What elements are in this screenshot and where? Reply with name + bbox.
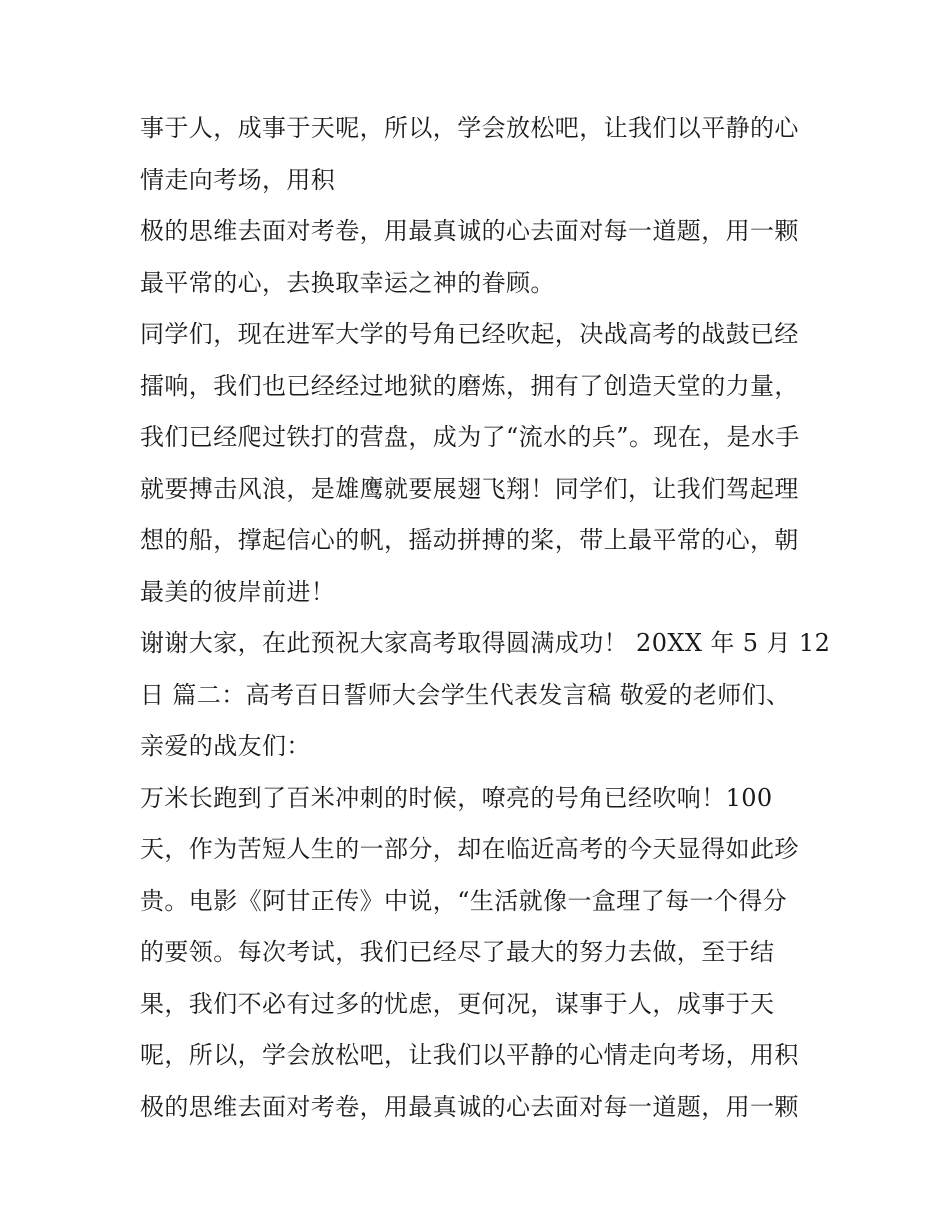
text-line: 想的船，撑起信心的帆，摇动拼搏的桨，带上最平常的心，朝 [140, 526, 799, 554]
text-line: 日 篇二：高考百日誓师大会学生代表发言稿 敬爱的老师们、 [140, 680, 791, 709]
text-line: 最美的彼岸前进！ [140, 577, 336, 606]
text-line: 我们已经爬过铁打的营盘，成为了“流水的兵”。现在，是水手 [140, 423, 800, 451]
text-line: 贵。电影《阿甘正传》中说，“生活就像一盒理了每一个得分 [140, 886, 788, 915]
text-line: 天，作为苦短人生的一部分，却在临近高考的今天显得如此珍 [140, 835, 799, 863]
text-line: 擂响，我们也已经经过地狱的磨炼，拥有了创造天堂的力量， [140, 371, 799, 400]
text-line: 果，我们不必有过多的忧虑，更何况，谋事于人，成事于天 [140, 989, 775, 1018]
text-line: 就要搏击风浪，是雄鹰就要展翅飞翔！同学们，让我们驾起理 [140, 474, 799, 503]
text-line: 情走向考场，用积 [140, 165, 336, 194]
text-line: 事于人，成事于天呢，所以，学会放松吧，让我们以平静的心 [140, 114, 799, 142]
body-text [140, 103, 840, 1133]
text-line: 亲爱的战友们： [140, 732, 311, 760]
text-line: 极的思维去面对考卷，用最真诚的心去面对每一道题，用一颗 [140, 1092, 799, 1121]
text-line: 极的思维去面对考卷，用最真诚的心去面对每一道题，用一颗 [140, 217, 799, 245]
text-line: 万米长跑到了百米冲刺的时候，嘹亮的号角已经吹响！100 [140, 783, 773, 812]
text-line: 呢，所以，学会放松吧，让我们以平静的心情走向考场，用积 [140, 1041, 799, 1069]
text-line: 最平常的心，去换取幸运之神的眷顾。 [140, 268, 555, 297]
text-line: 同学们，现在进军大学的号角已经吹起，决战高考的战鼓已经 [140, 320, 799, 348]
text-line: 的要领。每次考试，我们已经尽了最大的努力去做，至于结 [140, 938, 775, 966]
text-line: 谢谢大家，在此预祝大家高考取得圆满成功！ 20XX 年 5 月 12 [140, 629, 831, 657]
